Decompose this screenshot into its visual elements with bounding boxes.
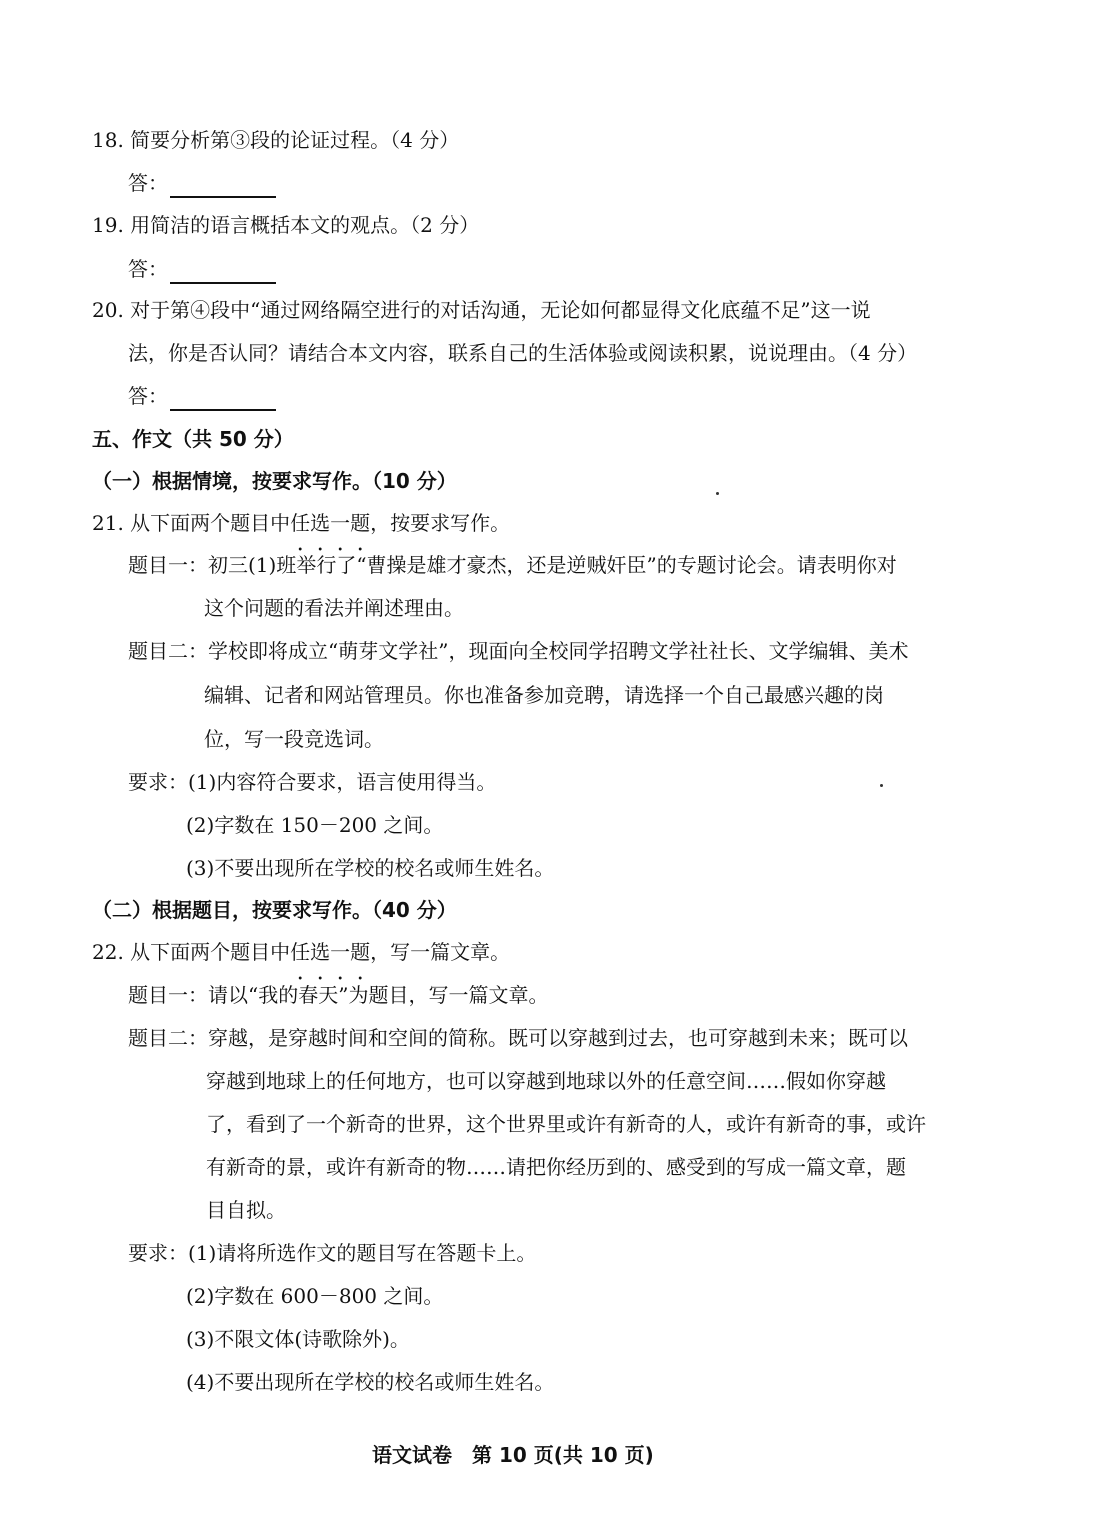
q20-answer bbox=[128, 381, 276, 411]
q21-topic2-line3: 位，写一段竞选词。 bbox=[204, 727, 384, 751]
q18-text: 18. 简要分析第③段的论证过程。（4 分） bbox=[92, 128, 460, 152]
scan-speck bbox=[716, 492, 719, 495]
q19-text: 19. 用简洁的语言概括本文的观点。（2 分） bbox=[92, 213, 480, 237]
q22-req1: 要求：(1)请将所选作文的题目写在答题卡上。 bbox=[128, 1241, 537, 1265]
q19-answer-label: 答： bbox=[128, 257, 168, 281]
q21-intro bbox=[92, 508, 510, 538]
q22-emphasis-char: 一 bbox=[330, 940, 351, 964]
q21-intro-prefix: 21. 从下面两个题目中 bbox=[92, 511, 291, 535]
q21-emphasis-char: 任 bbox=[290, 511, 311, 535]
q22-req2: (2)字数在 600－800 之间。 bbox=[186, 1284, 444, 1308]
q19-answer bbox=[128, 254, 276, 284]
q22-req4: (4)不要出现所在学校的校名或师生姓名。 bbox=[186, 1370, 555, 1394]
q21-req2: (2)字数在 150－200 之间。 bbox=[186, 813, 444, 837]
q22-emphasis-char: 选 bbox=[310, 940, 331, 964]
q22-intro-prefix: 22. 从下面两个题目中 bbox=[92, 940, 291, 964]
scan-speck bbox=[880, 784, 883, 787]
q22-intro-suffix: ，写一篇文章。 bbox=[370, 940, 511, 964]
q22-emphasis-char: 任 bbox=[290, 940, 311, 964]
q22-topic2-line1: 题目二：穿越，是穿越时间和空间的简称。既可以穿越到过去，也可穿越到未来；既可以 bbox=[128, 1026, 908, 1050]
q18-answer-blank[interactable] bbox=[170, 176, 276, 198]
q20-line1: 20. 对于第④段中“通过网络隔空进行的对话沟通，无论如何都显得文化底蕴不足”这一说 bbox=[92, 298, 871, 322]
q18-answer-label: 答： bbox=[128, 171, 168, 195]
q21-req1: 要求：(1)内容符合要求，语言使用得当。 bbox=[128, 770, 497, 794]
q22-topic1: 题目一：请以“我的春天”为题目，写一篇文章。 bbox=[128, 983, 549, 1007]
q21-topic2-line2: 编辑、记者和网站管理员。你也准备参加竞聘，请选择一个自己最感兴趣的岗 bbox=[204, 683, 884, 707]
q22-topic2-line3: 了，看到了一个新奇的世界，这个世界里或许有新奇的人，或许有新奇的事，或许 bbox=[206, 1112, 926, 1136]
q21-req3: (3)不要出现所在学校的校名或师生姓名。 bbox=[186, 856, 555, 880]
section5-title: 五、作文（共 50 分） bbox=[92, 427, 294, 451]
q20-answer-blank[interactable] bbox=[170, 389, 276, 411]
q21-intro-suffix: ，按要求写作。 bbox=[370, 511, 511, 535]
q21-emphasis-char: 一 bbox=[330, 511, 351, 535]
q21-topic1-line2: 这个问题的看法并阐述理由。 bbox=[204, 596, 464, 620]
q22-topic2-line5: 目自拟。 bbox=[206, 1198, 286, 1222]
q21-emphasis-char: 题 bbox=[350, 511, 371, 535]
page-footer: 语文试卷 第 10 页(共 10 页) bbox=[372, 1443, 654, 1467]
q22-intro bbox=[92, 937, 510, 967]
q21-topic1-line1: 题目一：初三(1)班举行了“曹操是雄才豪杰，还是逆贼奸臣”的专题讨论会。请表明你对 bbox=[128, 553, 897, 577]
q20-answer-label: 答： bbox=[128, 384, 168, 408]
q21-emphasis-char: 选 bbox=[310, 511, 331, 535]
q22-topic2-line4: 有新奇的景，或许有新奇的物……请把你经历到的、感受到的写成一篇文章，题 bbox=[206, 1155, 906, 1179]
q18-answer bbox=[128, 168, 276, 198]
q21-topic2-line1: 题目二：学校即将成立“萌芽文学社”，现面向全校同学招聘文学社社长、文学编辑、美术 bbox=[128, 639, 909, 663]
q20-line2: 法，你是否认同？请结合本文内容，联系自己的生活体验或阅读积累，说说理由。（4 分） bbox=[128, 341, 918, 365]
q22-emphasis-char: 题 bbox=[350, 940, 371, 964]
part2-title: （二）根据题目，按要求写作。（40 分） bbox=[92, 898, 457, 922]
q22-topic2-line2: 穿越到地球上的任何地方，也可以穿越到地球以外的任意空间……假如你穿越 bbox=[206, 1069, 886, 1093]
q22-req3: (3)不限文体(诗歌除外)。 bbox=[186, 1327, 410, 1351]
q19-answer-blank[interactable] bbox=[170, 262, 276, 284]
part1-title: （一）根据情境，按要求写作。（10 分） bbox=[92, 469, 457, 493]
